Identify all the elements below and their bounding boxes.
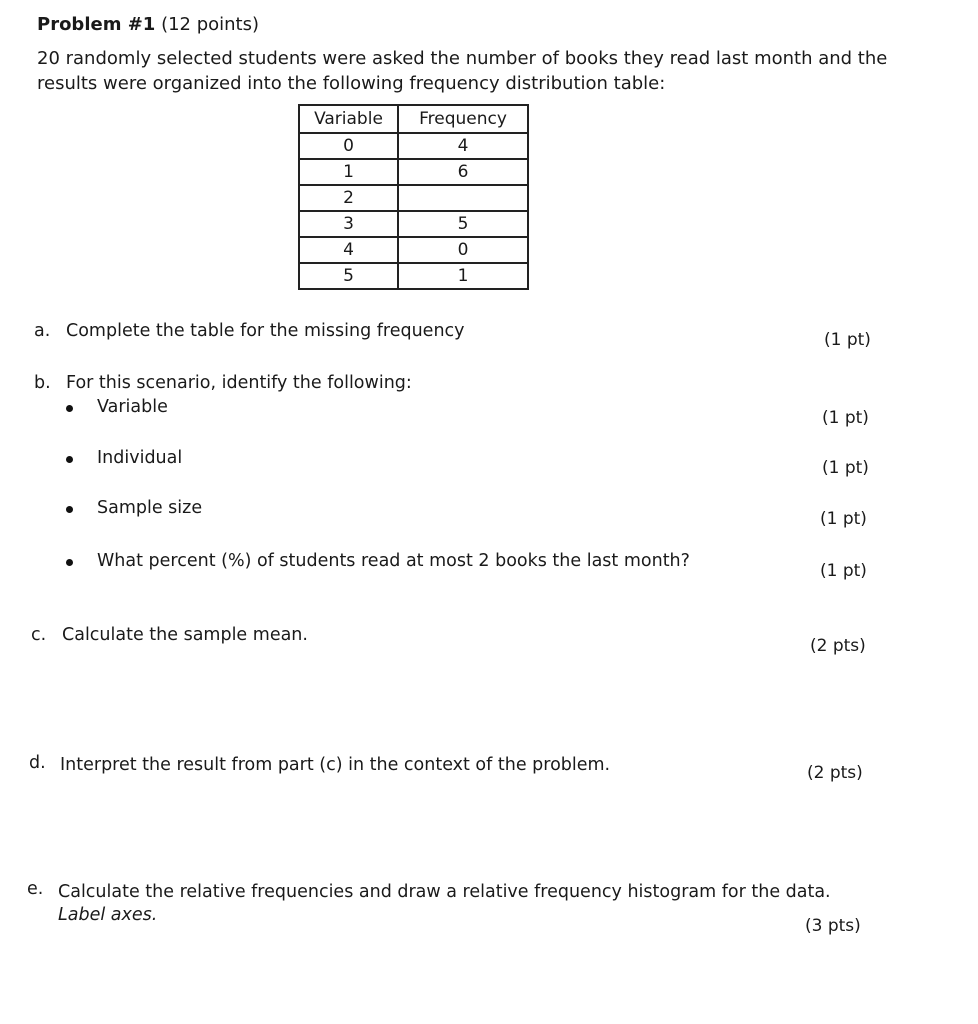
question-d-points: (2 pts): [807, 763, 863, 783]
cell-frequency-missing: [398, 185, 528, 211]
question-c-label: c.: [31, 625, 47, 645]
table-row: [299, 133, 528, 159]
problem-title: [37, 14, 259, 35]
cell-frequency: 5: [398, 211, 528, 237]
cell-variable: 0: [299, 133, 398, 159]
cell-frequency: 4: [398, 133, 528, 159]
question-b-label: b.: [34, 373, 51, 393]
question-d-text: Interpret the result from part (c) in the context of the problem.: [60, 755, 611, 775]
question-c-text: Calculate the sample mean.: [62, 625, 308, 645]
question-b-item-percent: What percent (%) of students read at most 2 books the last month?: [97, 551, 690, 571]
question-b-item-percent-points: (1 pt): [820, 561, 867, 581]
header-variable: Variable: [299, 105, 398, 133]
question-b-item-individual-points: (1 pt): [822, 458, 869, 478]
intro-line-1: 20 randomly selected students were asked the number of books they read last month and the: [37, 48, 888, 69]
problem-number: Problem #1: [37, 14, 156, 35]
question-a-label: a.: [34, 321, 51, 341]
question-a-points: (1 pt): [824, 330, 871, 350]
problem-points: (12 points): [161, 14, 260, 35]
cell-frequency: 6: [398, 159, 528, 185]
cell-variable: 1: [299, 159, 398, 185]
cell-variable: 3: [299, 211, 398, 237]
table-row: [299, 237, 528, 263]
question-b-item-variable-points: (1 pt): [822, 408, 869, 428]
bullet-icon: [66, 456, 73, 463]
frequency-table: [298, 104, 529, 290]
question-b-item-sample-size: Sample size: [97, 498, 203, 518]
question-a-text: Complete the table for the missing frequency: [66, 321, 465, 341]
table-row: [299, 263, 528, 289]
question-d-label: d.: [29, 753, 46, 773]
cell-variable: 4: [299, 237, 398, 263]
table-row: [299, 185, 528, 211]
bullet-icon: [66, 559, 73, 566]
bullet-icon: [66, 405, 73, 412]
table-row: [299, 159, 528, 185]
cell-variable: 2: [299, 185, 398, 211]
question-b-item-individual: Individual: [97, 448, 183, 468]
table-row: [299, 211, 528, 237]
question-b-text: For this scenario, identify the following:: [66, 373, 412, 393]
cell-frequency: 1: [398, 263, 528, 289]
question-b-item-variable: Variable: [97, 397, 168, 417]
question-c-points: (2 pts): [810, 636, 866, 656]
header-frequency: Frequency: [398, 105, 528, 133]
intro-line-2: results were organized into the following frequency distribution table:: [37, 73, 666, 94]
question-e-label: e.: [27, 879, 44, 899]
question-e-points: (3 pts): [805, 916, 861, 936]
cell-frequency: 0: [398, 237, 528, 263]
question-e-text-line-1: Calculate the relative frequencies and draw a relative frequency histogram for the data.: [58, 882, 831, 902]
cell-variable: 5: [299, 263, 398, 289]
table-header-row: [299, 105, 528, 133]
bullet-icon: [66, 506, 73, 513]
question-b-item-sample-size-points: (1 pt): [820, 509, 867, 529]
problem-intro: [37, 46, 887, 96]
question-e-text-line-2: Label axes.: [58, 905, 158, 925]
